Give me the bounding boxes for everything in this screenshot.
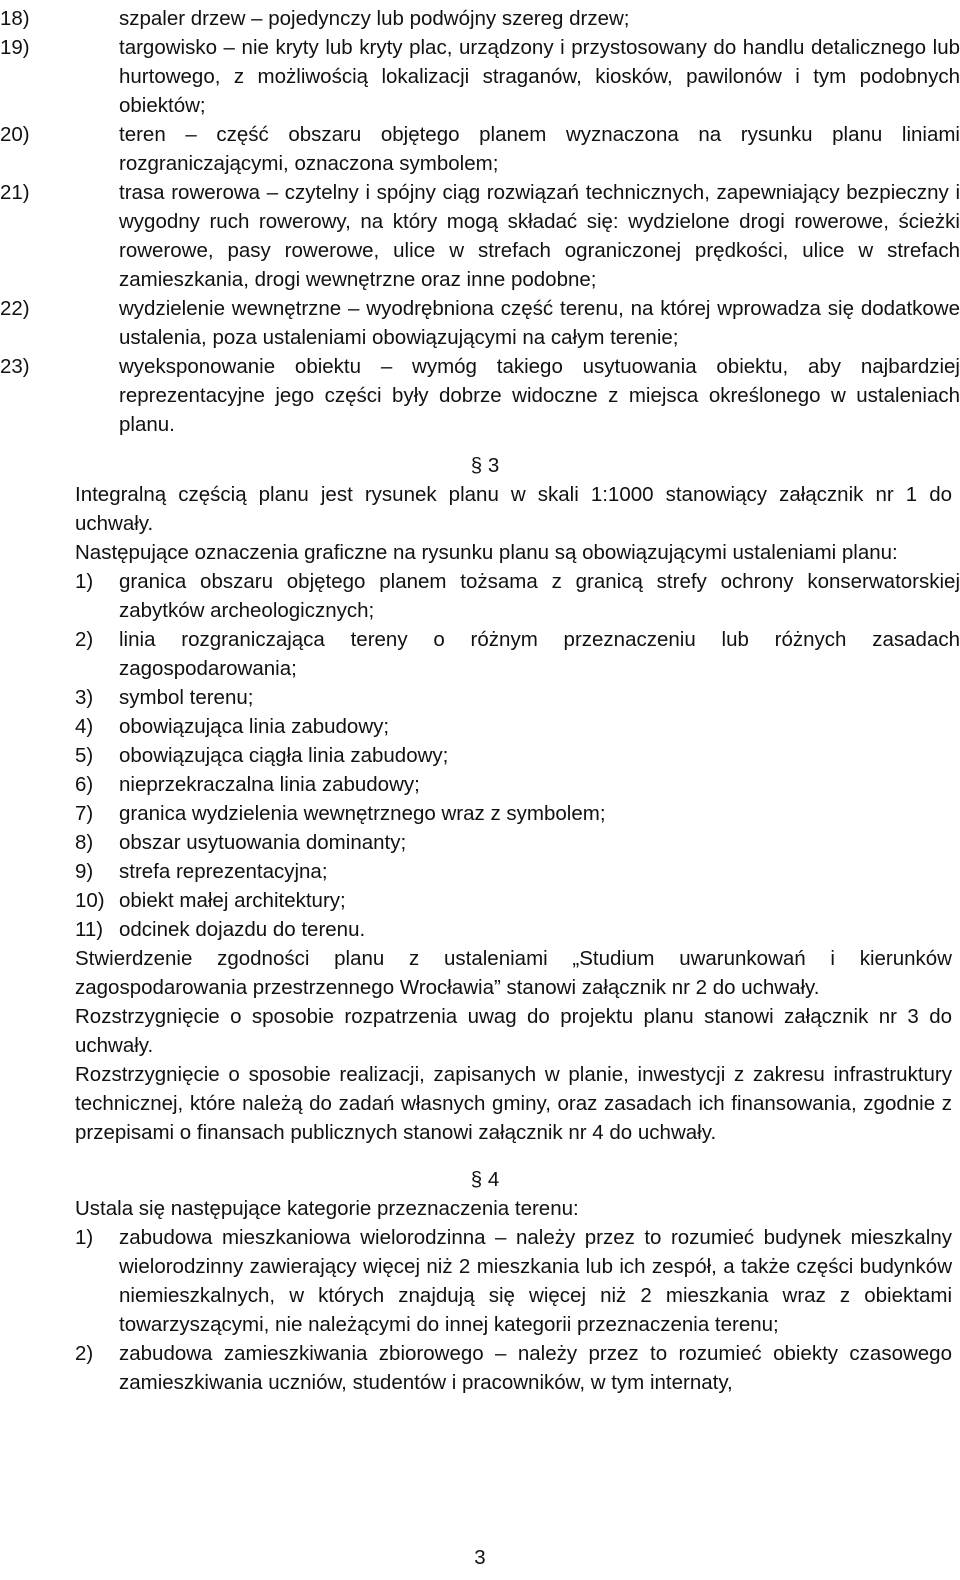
item-text: Rozstrzygnięcie o sposobie rozpatrzenia uwag do projektu planu stanowi załącznik nr 3 do uchwały. <box>75 1005 952 1057</box>
definition-item <box>0 33 960 120</box>
list-item <box>75 886 960 915</box>
item-text: Stwierdzenie zgodności planu z ustaleniami „Studium uwarunkowań i kierunków zagospodarowania przestrzennego Wrocławia” stanowi załącznik nr 2 do uchwały. <box>75 947 952 999</box>
categories-list <box>0 1223 960 1397</box>
item-text: linia rozgraniczająca tereny o różnym przeznaczeniu lub różnych zasadach zagospodarowania; <box>119 628 960 680</box>
item-number: 18) <box>0 7 30 30</box>
list-item <box>75 1223 952 1339</box>
section-heading: § 4 <box>470 1168 500 1191</box>
list-item <box>75 770 960 799</box>
item-number: 4) <box>75 715 94 738</box>
list-item <box>75 857 960 886</box>
item-number: 23) <box>0 355 30 378</box>
item-text: Następujące oznaczenia graficzne na rysunku planu są obowiązującymi ustaleniami planu: <box>75 541 898 564</box>
item-number: 19) <box>0 36 30 59</box>
list-item <box>75 1339 952 1397</box>
item-text: teren – część obszaru objętego planem wyznaczona na rysunku planu liniami rozgraniczającymi, oznaczona symbolem; <box>119 123 960 175</box>
definition-item <box>0 178 960 294</box>
item-number: 20) <box>0 123 30 146</box>
list-item <box>75 915 960 944</box>
section-item <box>0 944 952 1002</box>
list-item <box>75 625 960 683</box>
item-number: 5) <box>75 744 94 767</box>
item-text: strefa reprezentacyjna; <box>119 860 328 883</box>
definition-item <box>0 120 960 178</box>
item-text: symbol terenu; <box>119 686 254 709</box>
item-text: Rozstrzygnięcie o sposobie realizacji, zapisanych w planie, inwestycji z zakresu infrastruktury technicznej, które należą do zadań własnych gminy, oraz zasadach ich finansowania, zgodnie z przepisami o finansach publicznych stanowi załącznik nr 4 do uchwały. <box>75 1063 952 1144</box>
list-item <box>75 741 960 770</box>
item-text: wyeksponowanie obiektu – wymóg takiego usytuowania obiektu, aby najbardziej reprezentacyjne jego części były dobrze widoczne z miejsca określonego w ustaleniach planu. <box>119 355 960 436</box>
section-item <box>0 1060 952 1147</box>
item-text: szpaler drzew – pojedynczy lub podwójny szereg drzew; <box>119 7 630 30</box>
item-number: 2) <box>75 1342 94 1365</box>
item-number: 22) <box>0 297 30 320</box>
definition-item <box>0 294 960 352</box>
item-text: odcinek dojazdu do terenu. <box>119 918 366 941</box>
item-number: 10) <box>75 889 105 912</box>
item-text: granica obszaru objętego planem tożsama z granicą strefy ochrony konserwatorskiej zabytków archeologicznych; <box>119 570 960 622</box>
page-number: 3 <box>474 1546 486 1569</box>
item-text: obiekt małej architektury; <box>119 889 346 912</box>
item-text: zabudowa zamieszkiwania zbiorowego – należy przez to rozumieć obiekty czasowego zamieszkiwania uczniów, studentów i pracowników, w tym internaty, <box>119 1342 952 1394</box>
list-item <box>75 799 960 828</box>
list-item <box>75 712 960 741</box>
item-number: 21) <box>0 181 30 204</box>
item-text: zabudowa mieszkaniowa wielorodzinna – należy przez to rozumieć budynek mieszkalny wielorodzinny zawierający więcej niż 2 mieszkania lub ich zespół, a także części budynków niemieszkalnych, w których znajdują się więcej niż 2 mieszkania wraz z obiektami towarzyszącymi, nie należącymi do innej kategorii przeznaczenia terenu; <box>119 1226 952 1336</box>
item-text: Ustala się następujące kategorie przeznaczenia terenu: <box>75 1197 579 1220</box>
item-text: targowisko – nie kryty lub kryty plac, urządzony i przystosowany do handlu detalicznego lub hurtowego, z możliwością lokalizacji straganów, kiosków, pawilonów i tym podobnych obiektów; <box>119 36 960 117</box>
item-number: 3) <box>75 686 94 709</box>
item-text: granica wydzielenia wewnętrznego wraz z symbolem; <box>119 802 606 825</box>
item-text: obowiązująca linia zabudowy; <box>119 715 390 738</box>
item-number: 2) <box>75 628 94 651</box>
item-number: 6) <box>75 773 94 796</box>
item-text: obszar usytuowania dominanty; <box>119 831 407 854</box>
definition-item <box>0 352 960 439</box>
item-number: 7) <box>75 802 94 825</box>
list-item <box>75 567 960 625</box>
section-item <box>0 1002 952 1060</box>
item-text: nieprzekraczalna linia zabudowy; <box>119 773 420 796</box>
document-body <box>0 4 960 1397</box>
definition-item <box>0 4 960 33</box>
item-number: 8) <box>75 831 94 854</box>
item-text: wydzielenie wewnętrzne – wyodrębniona część terenu, na której wprowadza się dodatkowe ustalenia, poza ustaleniami obowiązującymi na całym terenie; <box>119 297 960 349</box>
graphic-marks-list <box>0 567 960 944</box>
section-item <box>0 480 952 538</box>
section-item <box>0 1194 952 1223</box>
list-item <box>75 683 960 712</box>
definitions-list <box>0 4 960 439</box>
item-text: obowiązująca ciągła linia zabudowy; <box>119 744 449 767</box>
list-item <box>75 828 960 857</box>
item-number: 1) <box>75 570 94 593</box>
item-text: Integralną częścią planu jest rysunek planu w skali 1:1000 stanowiący załącznik nr 1 do uchwały. <box>75 483 952 535</box>
item-text: trasa rowerowa – czytelny i spójny ciąg rozwiązań technicznych, zapewniający bezpieczny i wygodny ruch rowerowy, na który mogą składać się: wydzielone drogi rowerowe, ścieżki rowerowe, pasy rowerowe, ulice w strefach ograniczonej prędkości, ulice w strefach zamieszkania, drogi wewnętrzne oraz inne podobne; <box>119 181 960 291</box>
item-number: 1) <box>75 1226 94 1249</box>
item-number: 11) <box>75 918 104 941</box>
item-number: 9) <box>75 860 94 883</box>
section-heading: § 3 <box>470 454 500 477</box>
section-item <box>0 538 952 567</box>
